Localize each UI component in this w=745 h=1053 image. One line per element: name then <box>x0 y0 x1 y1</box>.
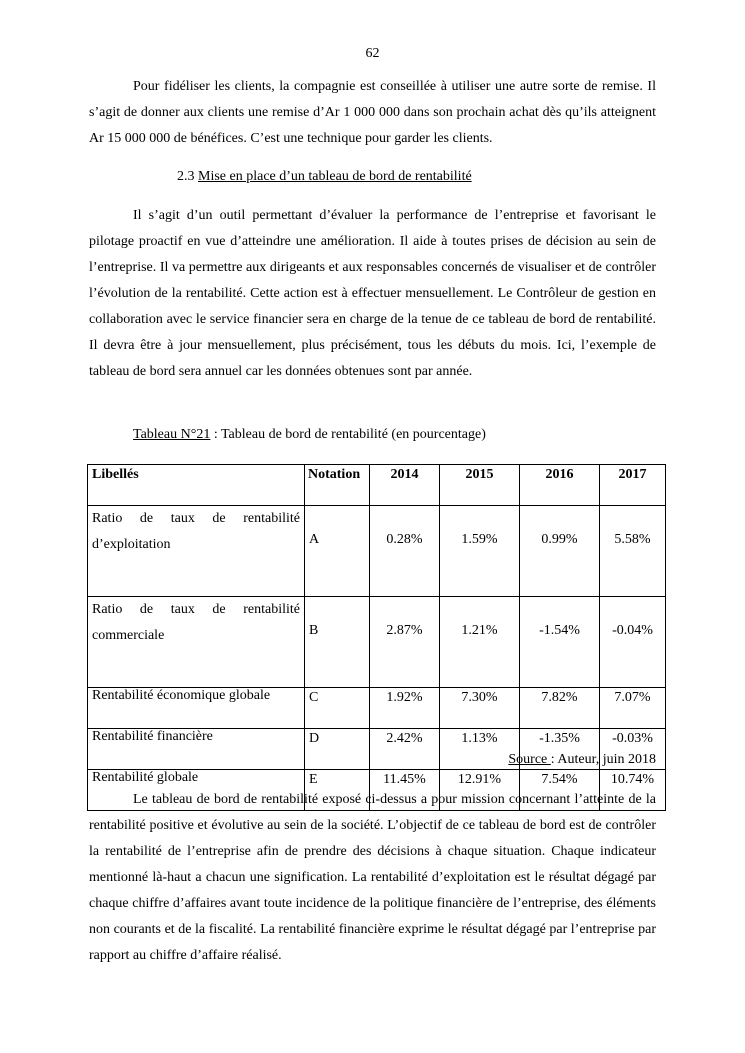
row-value: 1.92% <box>370 688 440 729</box>
row-code: E <box>305 770 370 811</box>
row-value: 1.59% <box>440 506 520 597</box>
row-label: Rentabilité économique globale <box>88 688 305 729</box>
row-code: B <box>305 597 370 688</box>
row-value: 0.99% <box>520 506 600 597</box>
row-code: D <box>305 729 370 770</box>
row-value: 1.13% <box>440 729 520 770</box>
table-caption-label: Tableau N°21 <box>133 427 211 442</box>
row-value: 2.42% <box>370 729 440 770</box>
table-header-row <box>88 465 666 506</box>
row-label: Ratio de taux de rentabilité commerciale <box>88 597 305 688</box>
source-text: : Auteur, juin 2018 <box>550 752 656 767</box>
row-value: 5.58% <box>600 506 666 597</box>
source-label: Source <box>508 752 551 767</box>
table-caption-text: : Tableau de bord de rentabilité (en pourcentage) <box>210 427 486 442</box>
row-value: 7.82% <box>520 688 600 729</box>
header-year: 2015 <box>440 465 520 506</box>
header-libelles: Libellés <box>88 465 305 506</box>
row-value: 11.45% <box>370 770 440 811</box>
row-value: -1.54% <box>520 597 600 688</box>
header-notation: Notation <box>305 465 370 506</box>
table-caption <box>133 425 486 445</box>
row-value: 0.28% <box>370 506 440 597</box>
section-title: Mise en place d’un tableau de bord de rentabilité <box>198 169 472 184</box>
header-year: 2014 <box>370 465 440 506</box>
row-value: -1.35% <box>520 729 600 770</box>
row-value: -0.03% <box>600 729 666 770</box>
section-number: 2.3 <box>177 169 198 184</box>
paragraph-tableau-description: Il s’agit d’un outil permettant d’évaluer la performance de l’entreprise et favorisant le pilotage proactif en vue d’atteindre une amélioration. Il aide à toutes prises de décision au sein de l’entreprise. Il va permettre aux dirigeants et aux responsables concernés de visualiser et de contrôler l’évolution de la rentabilité. Cette action est à effectuer mensuellement. Le Contrôleur de gestion en collaboration avec le service financier sera en charge de la tenue de ce tableau de bord de rentabilité. Il devra être à jour mensuellement, plus précisément, tous les débuts du mois. Ici, l’exemple de tableau de bord sera annuel car les données obtenues sont par année. <box>89 208 656 379</box>
section-heading <box>177 167 472 187</box>
row-value: 1.21% <box>440 597 520 688</box>
row-value: 2.87% <box>370 597 440 688</box>
table-row <box>88 506 666 597</box>
row-value: 12.91% <box>440 770 520 811</box>
row-code: C <box>305 688 370 729</box>
row-label: Rentabilité globale <box>88 770 305 811</box>
row-value: 7.54% <box>520 770 600 811</box>
row-value: 10.74% <box>600 770 666 811</box>
row-value: 7.07% <box>600 688 666 729</box>
paragraph-analysis: Le tableau de bord de rentabilité exposé ci-dessus a pour mission concernant l’atteinte de la rentabilité positive et évolutive au sein de la société. L’objectif de ce tableau de bord est de contrôler la rentabilité de l’entreprise afin de prendre des décisions à chaque situation. Chaque indicateur mentionné là-haut a chacun une signification. La rentabilité d’exploitation est le résultat dégagé par chaque chiffre d’affaires avant toute incidence de la politique financière de l’entreprise, des éléments non courants et de la fiscalité. La rentabilité financière exprime le résultat dégagé par l’entreprise par rapport au chiffre d’affaire réalisé. <box>89 792 656 963</box>
table-row <box>88 688 666 729</box>
table-source <box>508 750 656 770</box>
page-number: 62 <box>365 46 380 61</box>
row-value: -0.04% <box>600 597 666 688</box>
row-value: 7.30% <box>440 688 520 729</box>
row-label: Ratio de taux de rentabilité d’exploitation <box>88 506 305 597</box>
row-label: Rentabilité financière <box>88 729 305 770</box>
header-year: 2016 <box>520 465 600 506</box>
header-year: 2017 <box>600 465 666 506</box>
table-row <box>88 597 666 688</box>
paragraph-remise: Pour fidéliser les clients, la compagnie est conseillée à utiliser une autre sorte de remise. Il s’agit de donner aux clients une remise d’Ar 1 000 000 dans son prochain achat dès qu’ils atteignent Ar 15 000 000 de bénéfices. C’est une technique pour garder les clients. <box>89 79 656 146</box>
row-code: A <box>305 506 370 597</box>
